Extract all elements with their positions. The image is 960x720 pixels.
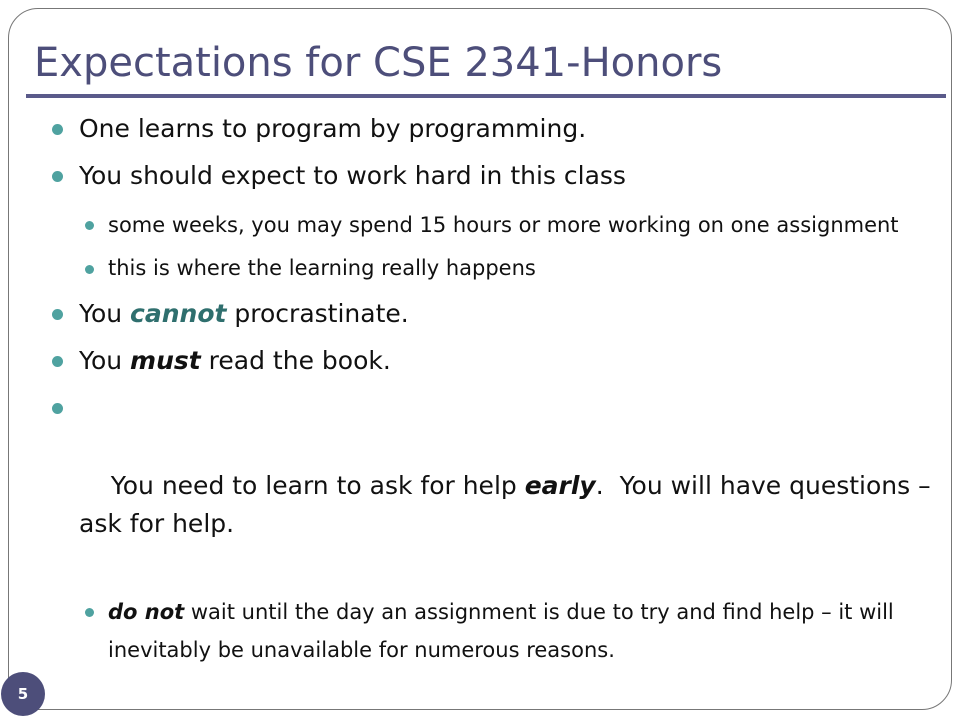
emphasis-cannot: cannot xyxy=(130,299,227,328)
bullet-dot-icon xyxy=(52,356,63,367)
bullet-text-pre: You need to learn to ask for help xyxy=(110,471,525,500)
slide-title: Expectations for CSE 2341-Honors xyxy=(34,40,723,86)
bullet-text-post: read the book. xyxy=(200,346,391,375)
emphasis-early: early xyxy=(524,471,596,500)
bullet-item xyxy=(52,391,939,581)
bullet-item xyxy=(52,159,932,193)
bullet-dot-icon xyxy=(85,265,94,274)
bullet-dot-icon xyxy=(52,403,63,414)
bullet-item xyxy=(52,297,932,331)
page-number-badge: 5 xyxy=(1,672,45,716)
emphasis-do-not: do not xyxy=(108,600,185,624)
bullet-dot-icon xyxy=(52,124,63,135)
sub-bullet-text: wait until the day an assignment is due to try and find help – it will inevitably be unavailable for numerous reasons. xyxy=(108,600,894,662)
sub-bullet-text: some weeks, you may spend 15 hours or more working on one assignment xyxy=(108,213,899,237)
title-divider xyxy=(26,94,946,98)
bullet-dot-icon xyxy=(85,221,94,230)
bullet-text-post: procrastinate. xyxy=(226,299,409,328)
bullet-text-post: . You will have questions – ask for help. xyxy=(79,471,939,538)
bullet-text-pre: You xyxy=(79,299,131,328)
bullet-dot-icon xyxy=(85,608,94,617)
bullet-dot-icon xyxy=(52,309,63,320)
emphasis-must: must xyxy=(130,346,201,375)
sub-bullet-item xyxy=(52,250,932,287)
bullet-text: You should expect to work hard in this class xyxy=(79,161,626,190)
bullet-text: One learns to program by programming. xyxy=(79,114,587,143)
sub-bullet-item xyxy=(52,206,932,244)
bullet-item xyxy=(52,112,932,146)
bullet-text-pre: You xyxy=(79,346,131,375)
bullet-item xyxy=(52,344,932,378)
sub-bullet-item xyxy=(52,593,932,669)
sub-bullet-text: this is where the learning really happens xyxy=(108,256,536,280)
bullet-dot-icon xyxy=(52,171,63,182)
bullet-list xyxy=(52,112,939,675)
